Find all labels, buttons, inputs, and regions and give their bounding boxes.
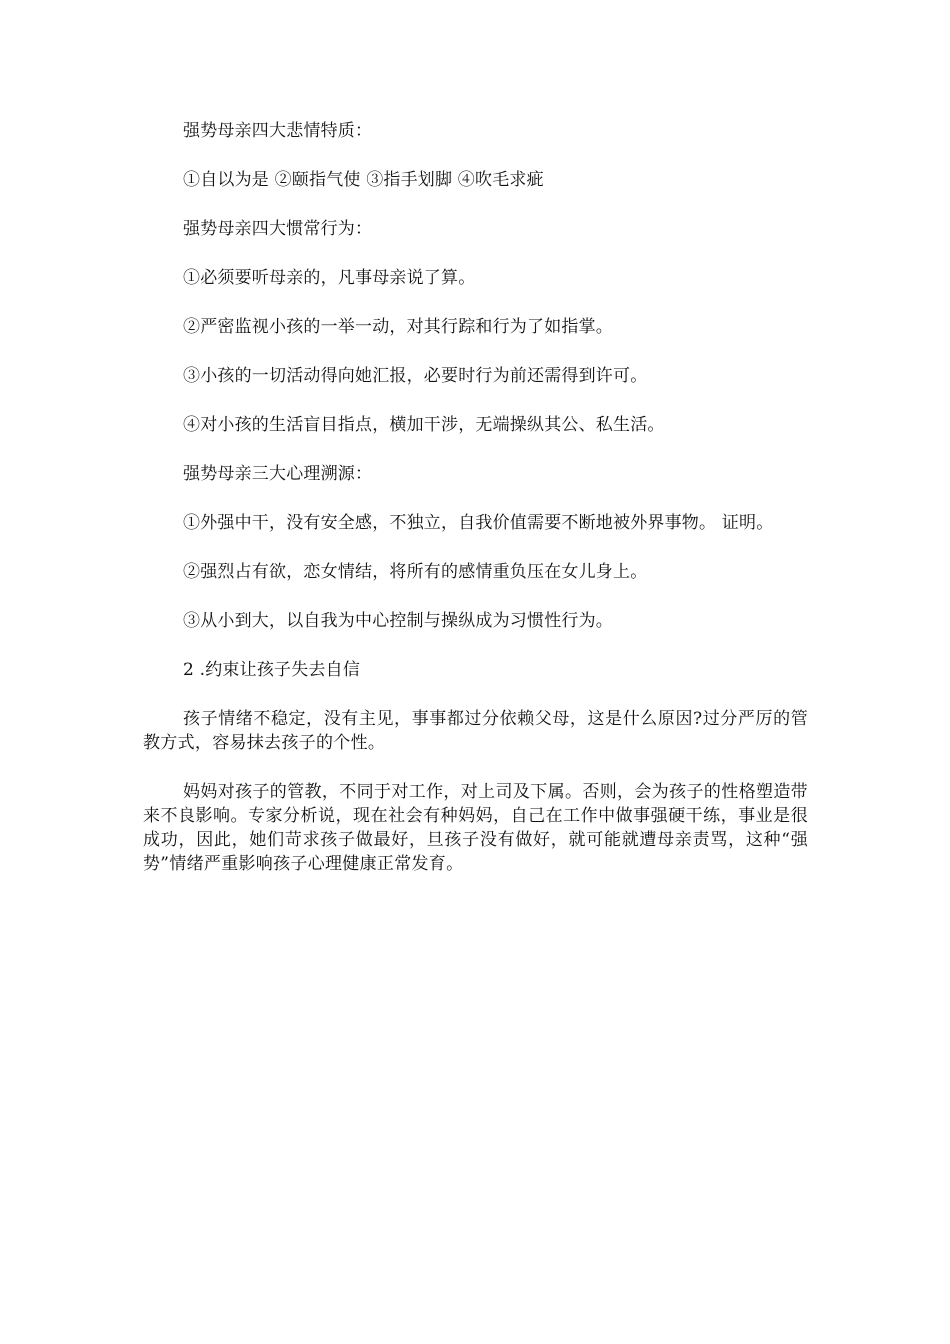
behavior-item-4: ④对小孩的生活盲目指点，横加干涉，无端操纵其公、私生活。	[183, 415, 665, 435]
section-heading-2: 2 .约束让孩子失去自信	[183, 660, 361, 680]
heading-behaviors: 强势母亲四大惯常行为：	[183, 219, 373, 239]
traits-list: ①自以为是 ②颐指气使 ③指手划脚 ④吹毛求疵	[183, 170, 544, 190]
document-body	[143, 119, 808, 901]
origin-item-2: ②强烈占有欲，恋女情结，将所有的感情重负压在女儿身上。	[183, 562, 648, 582]
behavior-item-3: ③小孩的一切活动得向她汇报，必要时行为前还需得到许可。	[183, 366, 648, 386]
origin-item-1: ①外强中干，没有安全感，不独立，自我价值需要不断地被外界事物。 证明。	[183, 513, 774, 533]
body-paragraph-1: 孩子情绪不稳定，没有主见，事事都过分依赖父母，这是什么原因?过分严厉的管教方式，容易抹去孩子的个性。	[143, 709, 808, 753]
heading-traits: 强势母亲四大悲情特质：	[183, 121, 373, 141]
behavior-item-1: ①必须要听母亲的，凡事母亲说了算。	[183, 268, 476, 288]
origin-item-3: ③从小到大，以自我为中心控制与操纵成为习惯性行为。	[183, 611, 613, 631]
heading-origins: 强势母亲三大心理溯源：	[183, 464, 373, 484]
body-paragraph-2: 妈妈对孩子的管教，不同于对工作，对上司及下属。否则，会为孩子的性格塑造带来不良影响。专家分析说，现在社会有种妈妈，自己在工作中做事强硬干练，事业是很成功，因此，她们苛求孩子做最好，旦孩子没有做好，就可能就遭母亲责骂，这种“强势”情绪严重影响孩子心理健康正常发育。	[143, 782, 808, 874]
behavior-item-2: ②严密监视小孩的一举一动，对其行踪和行为了如指掌。	[183, 317, 613, 337]
